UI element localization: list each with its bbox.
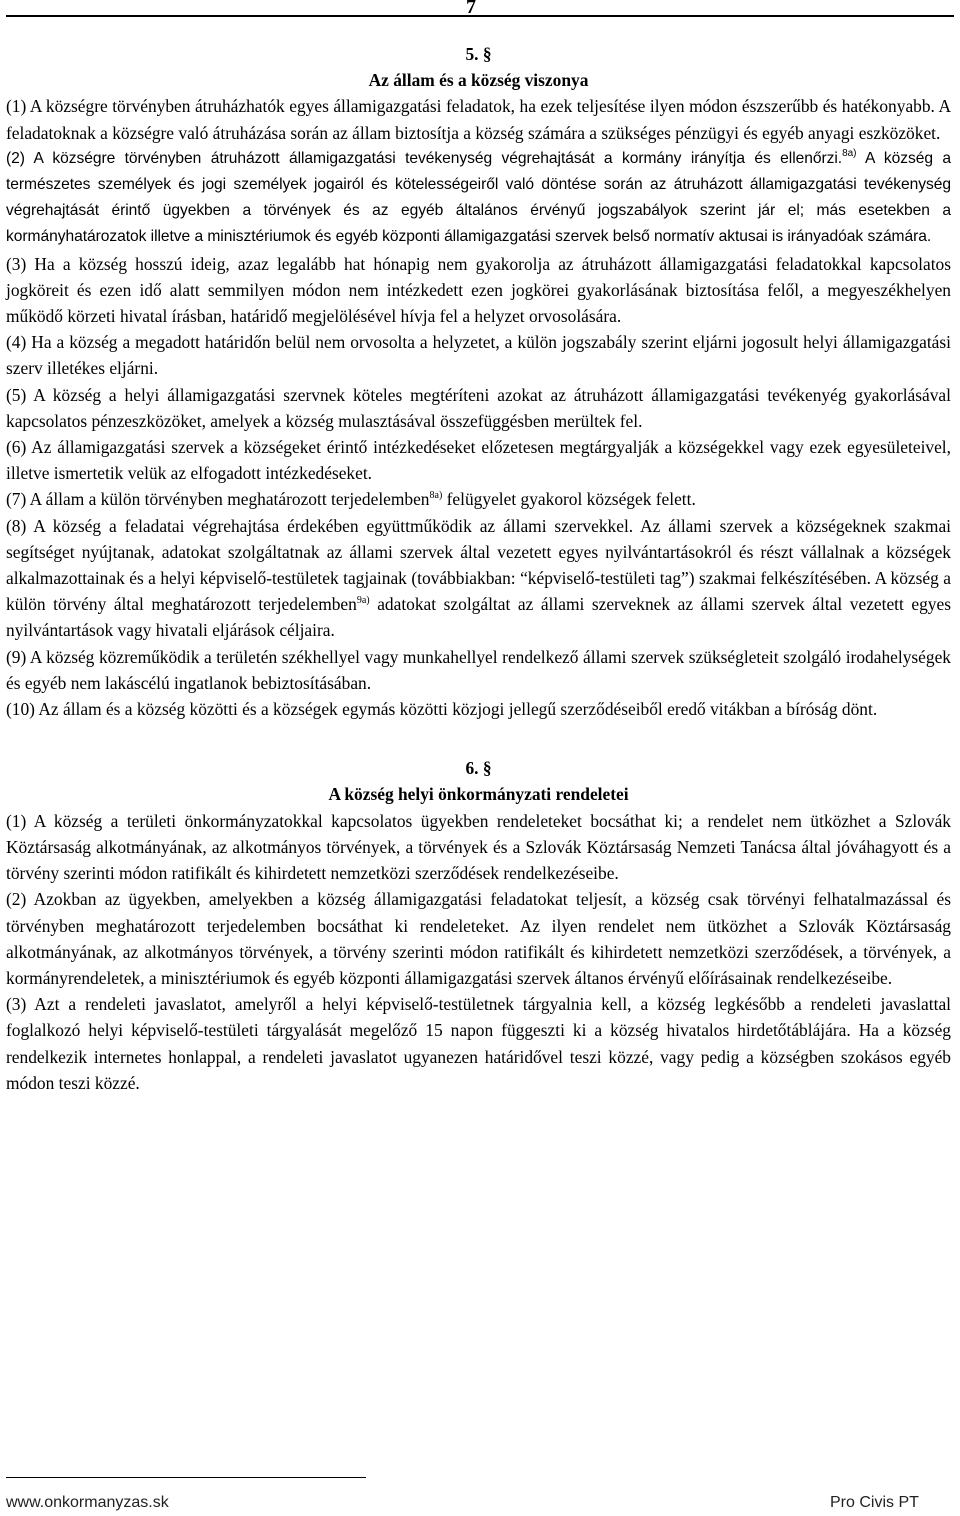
section-5-paragraph-6: (6) Az államigazgatási szervek a községeket érintő intézkedéseket előzetesen megtárgyalják a községekkel vagy ezek egyesületeivel, illetve ismertetik velük az elfogadott intézkedéseket. [6, 437, 951, 484]
paragraph-text: (2) A községre törvényben átruházott államigazgatási tevékenység végrehajtását a kormány irányítja és ellenőrzi. [6, 149, 843, 167]
footer-rule [6, 1477, 366, 1478]
section-5-paragraph-2 [6, 146, 951, 251]
header-rule [6, 15, 954, 17]
section-5-paragraph-9: (9) A község közreműködik a területén székhellyel vagy munkahellyel rendelkező állami szervek szükségleteit szolgáló irodahelységek és egyéb nem lakáscélú ingatlanok bebiztosításában. [6, 646, 951, 693]
section-5-paragraph-7 [6, 486, 951, 512]
footer-publisher: Pro Civis PT [830, 1494, 919, 1511]
section-5-paragraph-8 [6, 513, 951, 644]
page-number: 7 [466, 0, 476, 18]
paragraph-text: (8) A község a feladatai végrehajtása érdekében együttműködik az állami szervekkel. Az állami szervek a községeknek szakmai segítséget nyújtanak, adatokat szolgáltatnak az állami szervek által vezetett egyes nyilvántartásokról és részt vállalnak a községek alkalmazottainak és a helyi képviselő-testületek tagjainak (továbbiakban: “képviselő-testületi tag”) szakmai felkészítésében. A község a külön törvény által meghatározott terjedelemben [6, 515, 951, 615]
section-5-number: 5. § [465, 44, 492, 64]
paragraph-text: A község a természetes személyek és jogi személyek jogairól és kötelességeiről való döntése során az átruházott államigazgatási tevékenység végrehajtását érintő ügyekben a törvények és az egyéb általános érvényű jogszabályok szerint jár el; más esetekben a kormányhatározatok illetve a minisztériumok és egyéb központi államigazgatási szervek belső normatív aktusai is irányadóak számára. [6, 149, 951, 246]
section-5-title: Az állam és a község viszonya [368, 70, 589, 91]
section-5-paragraph-5: (5) A község a helyi államigazgatási szervnek köteles megtéríteni azokat az átruházott államigazgatási tevékenyég gyakorlásával kapcsolatos pénzeszközöket, amelyek a község mulasztásával összefüggésben merültek fel. [6, 384, 951, 431]
paragraph-text: felügyelet gyakorol községek felett. [442, 489, 696, 510]
document-body [6, 41, 951, 1096]
footnote-reference: 8a) [842, 147, 857, 159]
footnote-reference: 9a) [356, 595, 370, 607]
section-5-paragraph-1: (1) A községre törvényben átruházhatók egyes államigazgatási feladatok, ha ezek teljesítése ilyen módon észszerűbb és hatékonyabb. A feladatoknak a községre való átruházása során az állam biztosítja a község számára a szükséges pénzügyi és egyéb anyagi eszközöket. [6, 96, 951, 143]
section-6-title: A község helyi önkormányzati rendeletei [328, 784, 629, 805]
footer-website: www.onkormanyzas.sk [6, 1494, 169, 1511]
section-5-paragraph-4: (4) Ha a község a megadott határidőn belül nem orvosolta a helyzetet, a külön jogszabály szerint eljárni jogosult helyi államigazgatási szerv illetékes eljárni. [6, 332, 951, 379]
section-5-paragraph-3: (3) Ha a község hosszú ideig, azaz legalább hat hónapig nem gyakorolja az átruházott államigazgatási feladatokkal kapcsolatos jogköreit és ezen idő alatt semmilyen módon nem intézkedett ezen jogkörei gyakorlásának biztosítása felől, a megyeszékhelyen működő körzeti hivatal írásban, határidő megjelölésével hívja fel a helyzet orvosolására. [6, 253, 951, 327]
section-5-paragraph-10: (10) Az állam és a község közötti és a községek egymás közötti közjogi jellegű szerződéseiből eredő vitákban a bíróság dönt. [6, 699, 878, 720]
section-spacer [6, 722, 951, 755]
paragraph-text: (7) A állam a külön törvényben meghatározott terjedelemben [6, 489, 430, 510]
paragraph-text: adatokat szolgáltat az állami szerveknek az állami szervek által vezetett egyes nyilvántartások vagy hivatali eljárások céljaira. [6, 594, 951, 641]
section-6-paragraph-3: (3) Azt a rendeleti javaslatot, amelyről a helyi képviselő-testületnek tárgyalnia kell, a község legkésőbb a rendeleti javaslattal foglalkozó helyi képviselő-testületi tárgyalását megelőző 15 napon függeszti ki a község hivatalos hirdetőtáblájára. Ha a község rendelkezik internetes honlappal, a rendeleti javaslatot ugyanezen határidővel teszi közzé, vagy pedig a községben szokásos egyéb módon teszi közzé. [6, 994, 951, 1093]
section-6-number: 6. § [465, 758, 492, 779]
section-6-paragraph-1: (1) A község a területi önkormányzatokkal kapcsolatos ügyekben rendeleteket bocsáthat ki; a rendelet nem ütközhet a Szlovák Köztársaság alkotmányának, az alkotmányos törvények, a törvények és a Szlovák Köztársaság Nemzeti Tanácsa által jóváhagyott és a törvény szerinti módon ratifikált és kihirdetett nemzetközi szerződések rendelkezéseibe. [6, 810, 951, 884]
section-6-paragraph-2: (2) Azokban az ügyekben, amelyekben a község államigazgatási feladatokat teljesít, a község csak törvényi felhatalmazással és törvényben meghatározott terjedelemben bocsáthat ki rendeleteket. Az ilyen rendelet nem ütközhet a Szlovák Köztársaság alkotmányának, az alkotmányos törvények, a törvény szerinti módon ratifikált és kihirdetett nemzetközi szerződések, a törvények, a kormányrendeletek, a minisztériumok és egyéb központi államigazgatási szervek áltanos érvényű előírásainak rendelkezéseibe. [6, 889, 951, 988]
footnote-reference: 8a) [429, 490, 443, 502]
